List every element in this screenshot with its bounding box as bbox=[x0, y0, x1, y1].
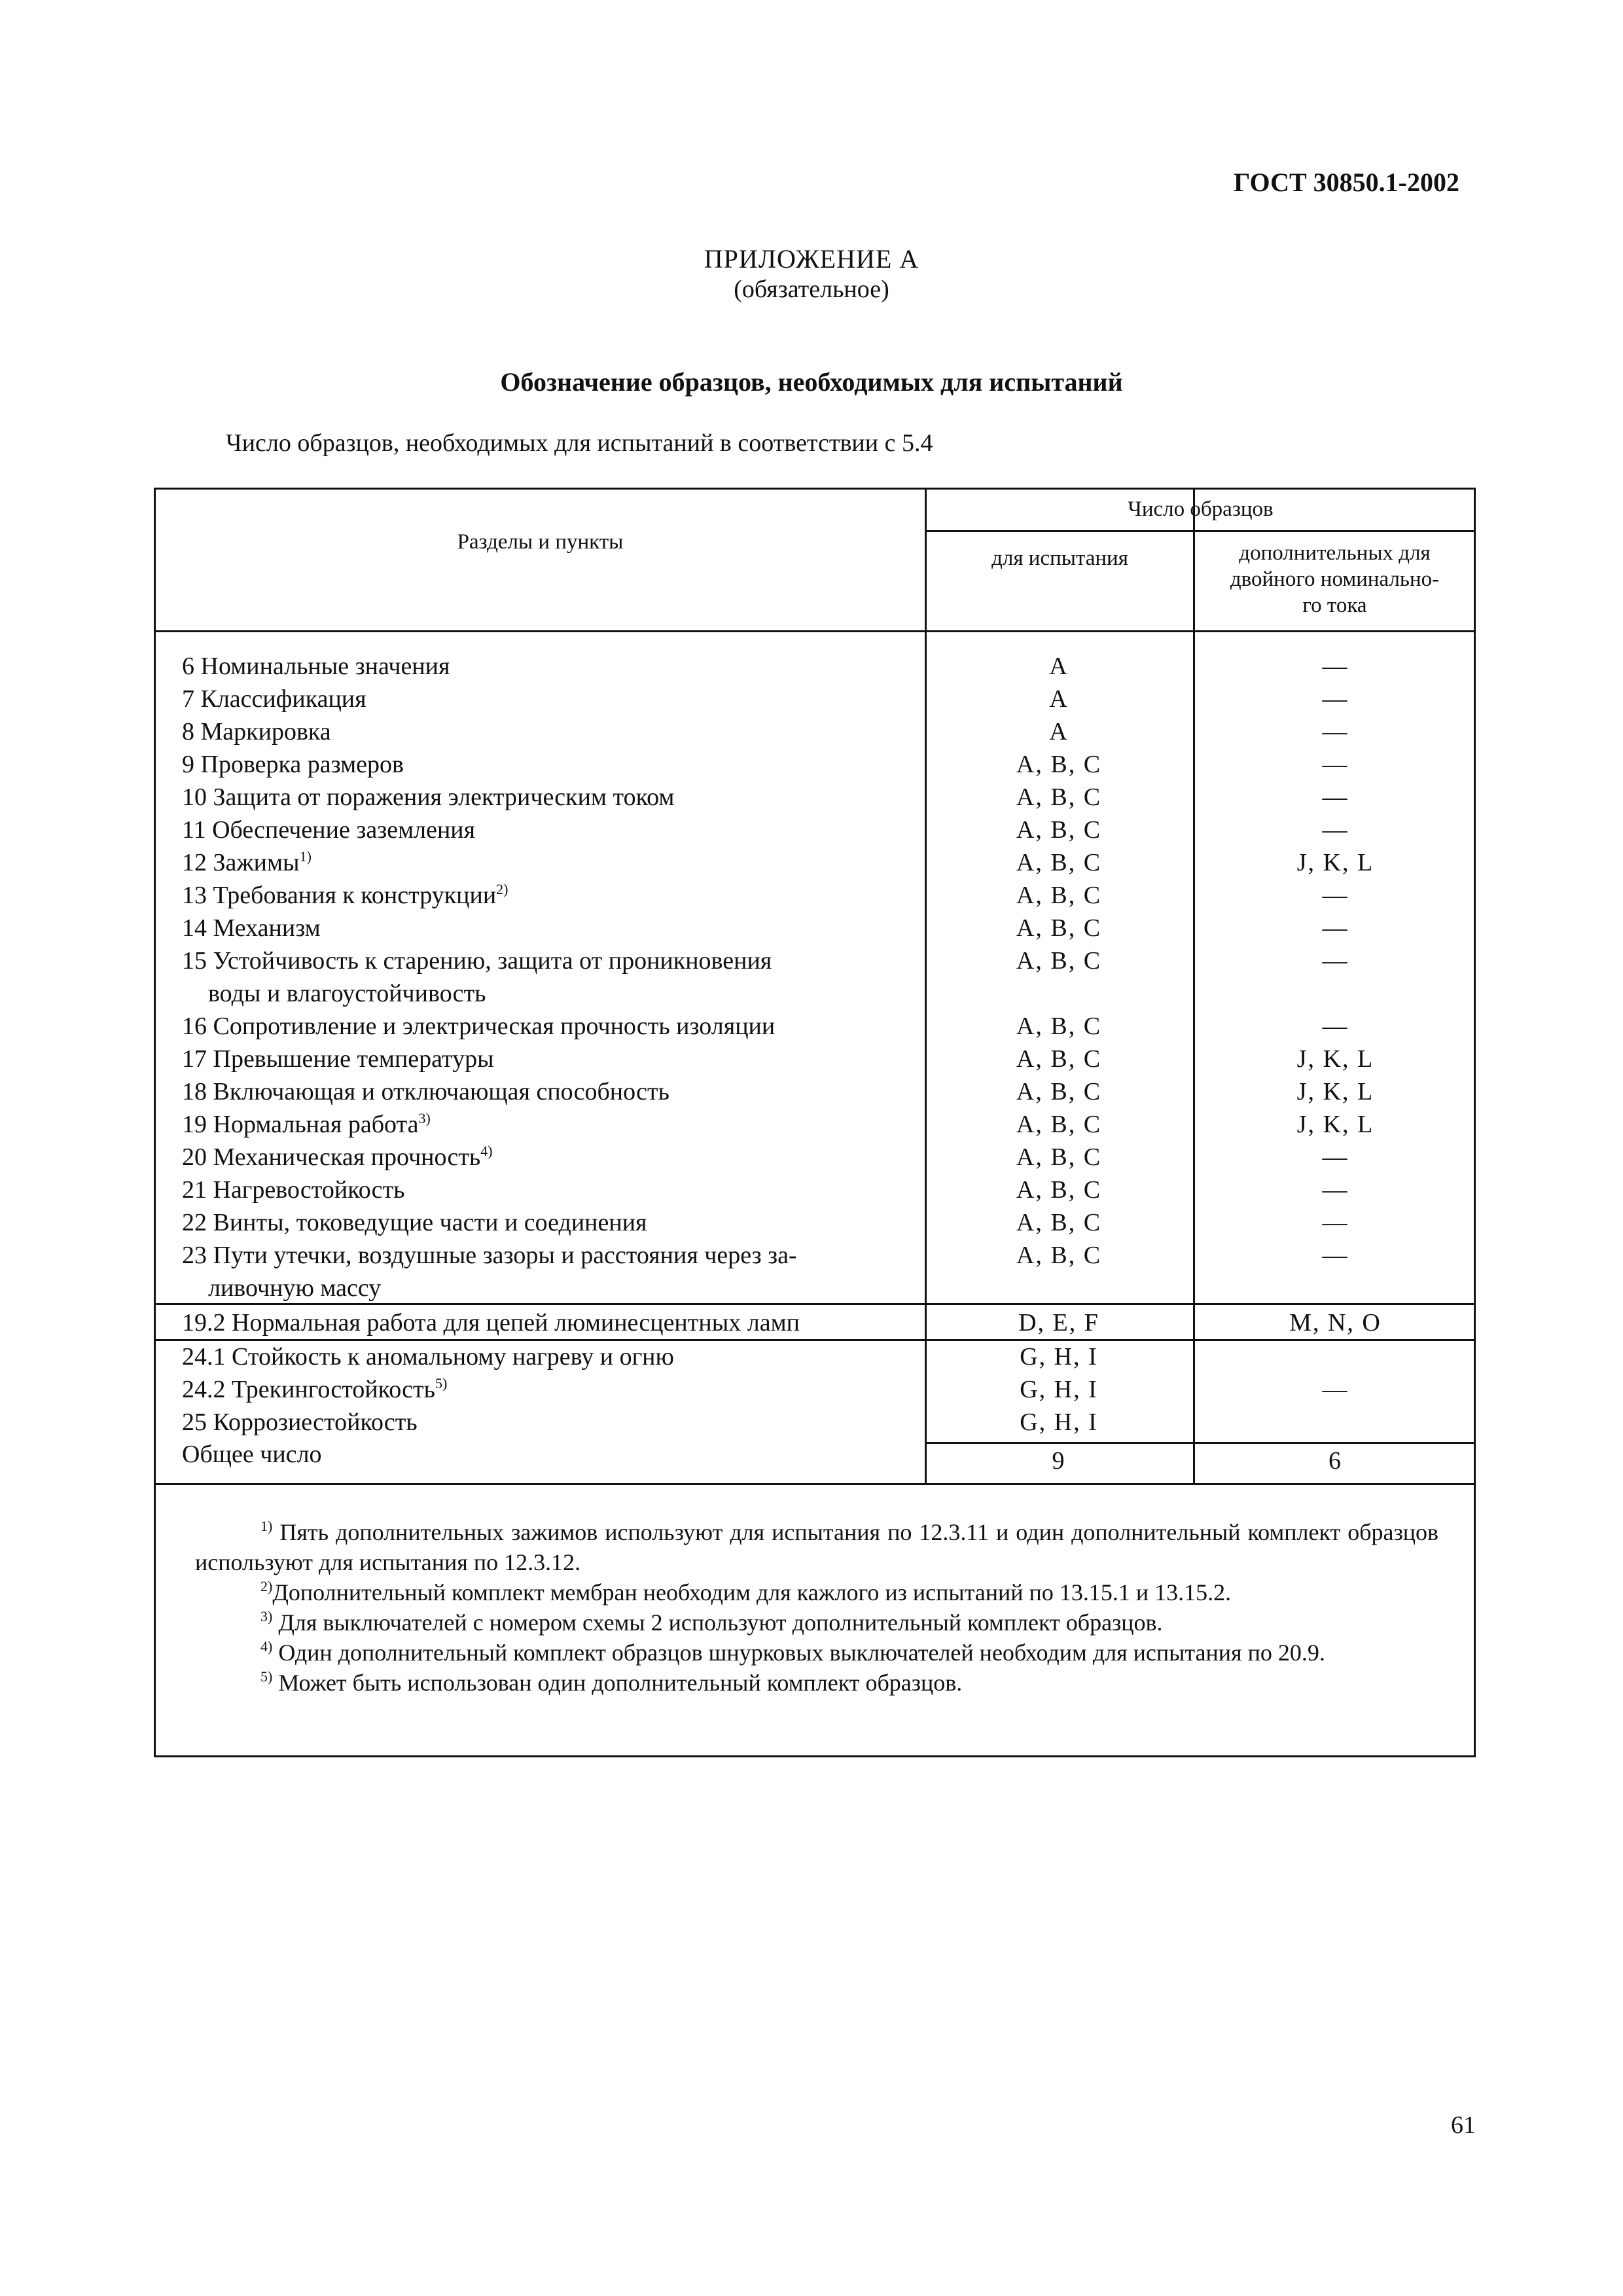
table-row bbox=[156, 1206, 1474, 1239]
total-bottom-rule bbox=[156, 1483, 1474, 1485]
table-row bbox=[156, 879, 1474, 912]
row-test-samples: G, H, I bbox=[1020, 1343, 1098, 1371]
row-additional-samples: J, K, L bbox=[1296, 1045, 1374, 1073]
footnote bbox=[195, 1668, 1438, 1698]
row-test-samples: A, B, C bbox=[1016, 1078, 1102, 1105]
row-section-text: 19 Нормальная работа bbox=[182, 1111, 419, 1138]
table-row bbox=[156, 1174, 1474, 1206]
row-test-samples: A, B, C bbox=[1016, 1176, 1102, 1204]
header-sections: Разделы и пункты bbox=[457, 530, 624, 554]
table-row bbox=[156, 1406, 1474, 1439]
header-for-test: для испытания bbox=[991, 547, 1128, 570]
table-row bbox=[156, 814, 1474, 846]
row-test-samples: A, B, C bbox=[1016, 816, 1102, 844]
row-section: 23 Пути утечки, воздушные зазоры и расстояния через за- bbox=[182, 1242, 797, 1269]
header-bottom-rule bbox=[156, 630, 1474, 632]
row-section bbox=[182, 1141, 493, 1174]
table-row bbox=[156, 912, 1474, 944]
row-section: 15 Устойчивость к старению, защита от проникновения bbox=[182, 947, 772, 975]
row-additional-samples: — bbox=[1322, 653, 1349, 680]
row-section bbox=[182, 1108, 431, 1141]
table-row bbox=[156, 1075, 1474, 1108]
row-test-samples: A, B, C bbox=[1016, 783, 1102, 811]
row-section: 18 Включающая и отключающая способность bbox=[182, 1078, 669, 1105]
row-section bbox=[182, 846, 312, 879]
table-row bbox=[156, 1043, 1474, 1075]
table-row bbox=[156, 715, 1474, 748]
page-title: Обозначение образцов, необходимых для испытаний bbox=[500, 367, 1123, 397]
row-section-text: 24.2 Трекингостойкость bbox=[182, 1376, 435, 1403]
samples-table bbox=[154, 488, 1476, 1757]
row-section: 19.2 Нормальная работа для цепей люминесцентных ламп bbox=[182, 1309, 800, 1336]
row-section: 8 Маркировка bbox=[182, 718, 331, 745]
row-additional-samples: M, N, O bbox=[1289, 1309, 1382, 1336]
footnote-ref: 3) bbox=[418, 1110, 431, 1126]
header-additional-line: го тока bbox=[1302, 594, 1367, 617]
row-section: 11 Обеспечение заземления bbox=[182, 816, 476, 844]
table-row bbox=[156, 1306, 1474, 1339]
row-test-samples: A bbox=[1049, 653, 1069, 680]
row-section: 14 Механизм bbox=[182, 914, 321, 942]
page-number: 61 bbox=[1451, 2111, 1476, 2139]
row-test-samples: G, H, I bbox=[1020, 1376, 1098, 1403]
header-additional-line: дополнительных для bbox=[1239, 541, 1431, 565]
row-section bbox=[182, 879, 508, 912]
row-section: 24.1 Стойкость к аномальному нагреву и огню bbox=[182, 1343, 674, 1371]
row-additional-samples: — bbox=[1322, 1176, 1349, 1204]
row-additional-samples: — bbox=[1322, 947, 1349, 975]
table-row bbox=[156, 1108, 1474, 1141]
row-test-samples: G, H, I bbox=[1020, 1408, 1098, 1436]
header-additional bbox=[1195, 540, 1474, 619]
footnote-ref: 1) bbox=[299, 848, 312, 865]
row-additional-samples: — bbox=[1322, 1376, 1349, 1403]
row-test-samples: A, B, C bbox=[1016, 947, 1102, 975]
row-section: 17 Превышение температуры bbox=[182, 1045, 494, 1073]
table-row bbox=[156, 1141, 1474, 1174]
row-test-samples: A, B, C bbox=[1016, 1242, 1102, 1269]
row-additional-samples: — bbox=[1322, 783, 1349, 811]
row-additional-samples: J, K, L bbox=[1296, 1078, 1374, 1105]
row-additional-samples: J, K, L bbox=[1296, 1111, 1374, 1138]
row-additional-samples: — bbox=[1322, 914, 1349, 942]
table-row bbox=[156, 650, 1474, 683]
row-test-samples: A, B, C bbox=[1016, 751, 1102, 778]
intro-text: Число образцов, необходимых для испытаний в соответствии с 5.4 bbox=[226, 429, 933, 457]
row-additional-samples: — bbox=[1322, 1013, 1349, 1040]
row-section: 9 Проверка размеров bbox=[182, 751, 404, 778]
footnote-text: Может быть использован один дополнительный комплект образцов. bbox=[272, 1670, 963, 1696]
footnote-ref: 5) bbox=[435, 1375, 448, 1391]
row-additional-samples: — bbox=[1322, 751, 1349, 778]
table-row bbox=[156, 846, 1474, 879]
row-section: 21 Нагревостойкость bbox=[182, 1176, 405, 1204]
row-section: 22 Винты, токоведущие части и соединения bbox=[182, 1209, 647, 1236]
table-row bbox=[156, 1340, 1474, 1373]
table-row bbox=[156, 748, 1474, 781]
footnote-mark: 4) bbox=[260, 1638, 273, 1655]
footnote-text: Для выключателей с номером схемы 2 используют дополнительный комплект образцов. bbox=[272, 1609, 1163, 1636]
row-section-text: 12 Зажимы bbox=[182, 849, 300, 876]
footnote-ref: 4) bbox=[480, 1143, 493, 1159]
document-code: ГОСТ 30850.1-2002 bbox=[1234, 168, 1459, 197]
footnote-mark: 5) bbox=[260, 1668, 273, 1685]
table-row bbox=[156, 781, 1474, 814]
row-additional-samples: — bbox=[1322, 816, 1349, 844]
table-row bbox=[156, 1010, 1474, 1043]
header-additional-line: двойного номинально- bbox=[1230, 567, 1440, 591]
row-section-text: 20 Механическая прочность bbox=[182, 1143, 481, 1171]
row-test-samples: A, B, C bbox=[1016, 849, 1102, 876]
row-test-samples: A, B, C bbox=[1016, 1209, 1102, 1236]
row-additional-samples: — bbox=[1322, 1143, 1349, 1171]
row-section: 10 Защита от поражения электрическим током bbox=[182, 783, 675, 811]
table-row bbox=[156, 683, 1474, 715]
row-test-samples: A, B, C bbox=[1016, 1045, 1102, 1073]
row-test-samples: A bbox=[1049, 685, 1069, 713]
table-row bbox=[156, 944, 1474, 1010]
footnote-mark: 2) bbox=[260, 1578, 273, 1594]
footnote bbox=[195, 1577, 1438, 1607]
footnotes bbox=[195, 1517, 1438, 1698]
row-test-samples: A, B, C bbox=[1016, 1111, 1102, 1138]
row-additional-samples: — bbox=[1322, 718, 1349, 745]
footnote bbox=[195, 1607, 1438, 1638]
row-additional-samples: — bbox=[1322, 685, 1349, 713]
table-row bbox=[156, 1373, 1474, 1406]
appendix-status: (обязательное) bbox=[734, 276, 889, 303]
total-additional-samples: 6 bbox=[1329, 1447, 1342, 1475]
row-section-continuation: воды и влагоустойчивость bbox=[208, 980, 486, 1007]
footnote-mark: 1) bbox=[260, 1518, 273, 1534]
footnote bbox=[195, 1638, 1438, 1668]
row-section-text: 13 Требования к конструкции bbox=[182, 882, 497, 909]
row-test-samples: A, B, C bbox=[1016, 882, 1102, 909]
row-section bbox=[182, 1373, 447, 1406]
row-test-samples: A, B, C bbox=[1016, 914, 1102, 942]
row-additional-samples: — bbox=[1322, 1242, 1349, 1269]
footnote-text: Пять дополнительных зажимов используют для испытания по 12.3.11 и один дополнительный комплект образцов используют для испытания по 12.3.12. bbox=[195, 1519, 1438, 1575]
appendix-heading: ПРИЛОЖЕНИЕ А bbox=[704, 244, 919, 274]
row-additional-samples: — bbox=[1322, 1209, 1349, 1236]
total-label: Общее число bbox=[182, 1441, 322, 1468]
row-section: 6 Номинальные значения bbox=[182, 653, 450, 680]
footnote-ref: 2) bbox=[496, 881, 508, 897]
row-additional-samples: J, K, L bbox=[1296, 849, 1374, 876]
footnote-text: Один дополнительный комплект образцов шнурковых выключателей необходим для испытания по 20.9. bbox=[272, 1640, 1325, 1666]
row-section-continuation: ливочную массу bbox=[208, 1274, 382, 1302]
row-additional-samples: — bbox=[1322, 882, 1349, 909]
row-test-samples: A bbox=[1049, 718, 1069, 745]
table-row bbox=[156, 1239, 1474, 1304]
row-section: 25 Коррозиестойкость bbox=[182, 1408, 418, 1436]
row-test-samples: D, E, F bbox=[1018, 1309, 1099, 1336]
footnote-mark: 3) bbox=[260, 1608, 273, 1624]
row-test-samples: A, B, C bbox=[1016, 1013, 1102, 1040]
total-row bbox=[156, 1442, 1474, 1475]
total-test-samples: 9 bbox=[1052, 1447, 1066, 1475]
footnote bbox=[195, 1517, 1438, 1577]
row-test-samples: A, B, C bbox=[1016, 1143, 1102, 1171]
row-section: 16 Сопротивление и электрическая прочность изоляции bbox=[182, 1013, 776, 1040]
header-divider bbox=[925, 530, 1474, 532]
row-section: 7 Классификация bbox=[182, 685, 366, 713]
header-samples: Число образцов bbox=[1128, 497, 1274, 521]
footnote-text: Дополнительный комплект мембран необходим для кажлого из испытаний по 13.15.1 и 13.15.2. bbox=[272, 1579, 1232, 1605]
